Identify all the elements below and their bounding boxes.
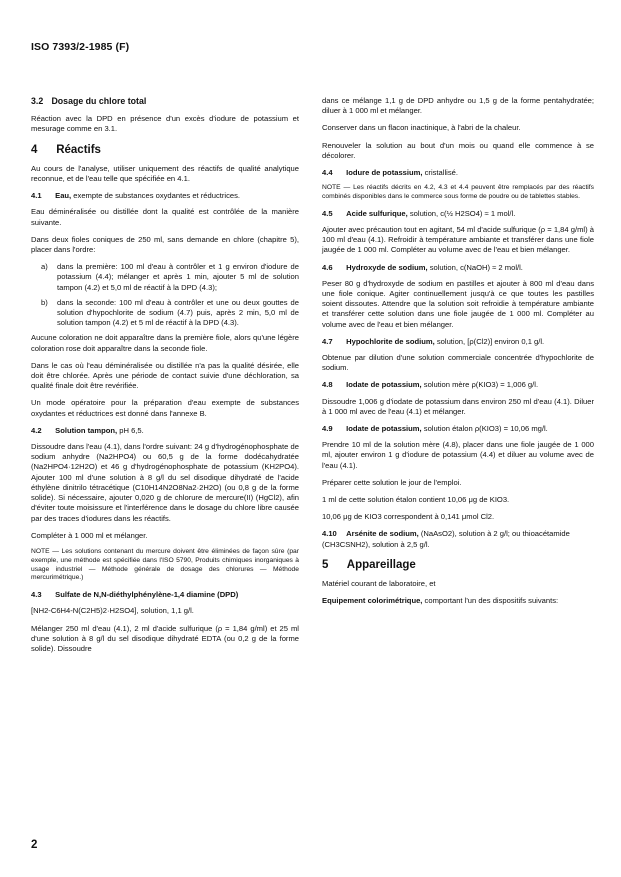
paragraph: 10,06 μg de KIO3 correspondent à 0,141 μmol Cl2. [322, 512, 495, 522]
paragraph-rest: comportant l'un des dispositifs suivants: [424, 596, 559, 606]
subsection-rest: solution étalon ρ(KIO3) = 10,06 mg/l. [423, 424, 548, 434]
paragraph: Mélanger 250 ml d'eau (4.1), 2 ml d'acide sulfurique (ρ = 1,84 g/ml) et 25 ml d'une solution à 8 g/l du sel disodique dihydraté EDTA (ou 0,2 g de la forme solide). Dissoudre [31, 623, 299, 653]
left-column [31, 96, 299, 661]
list-item-label: a) [41, 262, 48, 272]
list-item-label: b) [41, 297, 48, 307]
list-item [41, 298, 299, 329]
paragraph [322, 596, 594, 606]
subsection-number: 4.8 [322, 380, 333, 390]
section-number: 5 [322, 558, 329, 571]
subsection-rest: cristallisé. [424, 168, 458, 178]
page-number: 2 [31, 839, 38, 851]
subsection-rest: exempte de substances oxydantes et réductrices. [73, 191, 241, 201]
paragraph: 1 ml de cette solution étalon contient 10,06 μg de KIO3. [322, 495, 510, 505]
subsection-title: Hydroxyde de sodium, [346, 262, 428, 272]
subsection-number: 4.4 [322, 168, 333, 178]
list-item-text: dans la seconde: 100 ml d'eau à contrôler et une ou deux gouttes de solution d'hypochlorite de sodium (4.7) puis, après 2 min, 5,0 ml de solution tampon (4.2) et 5 ml de réactif à la DPD (4.3). [57, 297, 299, 328]
subsection-4-6-heading [322, 263, 594, 273]
subsection-rest: solution, [ρ(Cl2)] environ 0,1 g/l. [436, 336, 545, 346]
subsection-title: Iodate de potassium, [346, 380, 422, 390]
paragraph: Un mode opératoire pour la préparation d'eau exempte de substances oxydantes et réductrices est donné dans l'annexe B. [31, 398, 299, 418]
subsection-rest: pH 6,5. [119, 425, 144, 435]
subsection-title: Eau, [55, 191, 72, 201]
subsection-title: Solution tampon, [55, 425, 118, 435]
list-item [41, 262, 299, 293]
subsection-number: 4.9 [322, 424, 333, 434]
subsection-rest: (NaAsO2), solution à 2 g/l; ou thioacétamide (CH3CSNH2), solution à 2,5 g/l. [322, 529, 570, 549]
paragraph: Eau déminéralisée ou distillée dont la qualité est contrôlée de la manière suivante. [31, 207, 299, 227]
subsection-number: 4.6 [322, 262, 333, 272]
paragraph: Conserver dans un flacon inactinique, à l'abri de la chaleur. [322, 123, 521, 133]
note: NOTE — Les réactifs décrits en 4.2, 4.3 et 4.4 peuvent être remplacés par des réactifs combinés disponibles dans le commerce sous forme de poudre ou de tablettes stables. [322, 184, 594, 201]
section-title: Dosage du chlore total [51, 96, 147, 106]
subsection-number: 4.2 [31, 425, 42, 435]
paragraph: dans ce mélange 1,1 g de DPD anhydre ou 1,5 g de la forme pentahydratée; diluer à 1 000 ml et mélanger. [322, 96, 594, 116]
list-item-text: dans la première: 100 ml d'eau à contrôler et 1 g environ d'iodure de potassium (4.4); mélanger et après 1 min, ajouter 5 ml de solution tampon (4.2) et 5,0 ml de réactif à la DPD (4.3); [57, 262, 299, 292]
right-column [322, 96, 594, 614]
subsection-number: 4.1 [31, 191, 42, 201]
subsection-4-4-heading [322, 168, 594, 178]
paragraph: Renouveler la solution au bout d'un mois ou quand elle commence à se décolorer. [322, 140, 594, 160]
subsection-4-3-heading [31, 590, 299, 600]
subsection-title: Iodate de potassium, [346, 424, 422, 434]
section-3-2-heading [31, 96, 299, 106]
subsection-4-9-heading [322, 424, 594, 434]
subsection-4-5-heading [322, 209, 594, 219]
section-title: Appareillage [346, 558, 416, 571]
paragraph: Préparer cette solution le jour de l'emploi. [322, 477, 462, 487]
page-header: ISO 7393/2-1985 (F) [31, 41, 130, 53]
subsection-rest: solution, c(NaOH) ≈ 2 mol/l. [429, 262, 523, 272]
section-number: 3.2 [31, 96, 44, 106]
paragraph: Matériel courant de laboratoire, et [322, 579, 436, 589]
subsection-4-1-heading [31, 191, 299, 201]
subsection-title: Sulfate de N,N-diéthylphénylène-1,4 diamine (DPD) [55, 590, 239, 600]
subsection-4-8-heading [322, 380, 594, 390]
subsection-title: Arsénite de sodium, [346, 529, 419, 539]
paragraph: Peser 80 g d'hydroxyde de sodium en pastilles et ajouter à 800 ml d'eau dans une fiole conique. Agiter continuellement jusqu'à ce que toutes les pastilles soient dissoutes. Attendre que la solution soit refroidie à température ambiante et transférer cette solution dans une fiole jaugée de 1 000 ml. Compléter au volume avec de l'eau et bien mélanger. [322, 278, 594, 329]
section-5-heading [322, 560, 594, 570]
subsection-title: Hypochlorite de sodium, [346, 336, 435, 346]
bold-term: Equipement colorimétrique, [322, 596, 423, 606]
subsection-number: 4.10 [322, 529, 337, 539]
note: NOTE — Les solutions contenant du mercure doivent être éliminées de façon sûre (par exemple, une méthode est spécifiée dans l'ISO 5790, Produits chimiques inorganiques à usage industriel — Méthode générale de dosage des chlorures — Méthode mercurimétrique.) [31, 547, 299, 582]
paragraph: Compléter à 1 000 ml et mélanger. [31, 530, 148, 540]
section-3-2-text: Réaction avec la DPD en présence d'un excès d'iodure de potassium et mesurage comme en 3.1. [31, 114, 299, 134]
subsection-number: 4.7 [322, 336, 333, 346]
subsection-title: Iodure de potassium, [346, 168, 423, 178]
paragraph: Dissoudre 1,006 g d'iodate de potassium dans environ 250 ml d'eau (4.1). Diluer à 1 000 ml avec de l'eau (4.1) et mélanger. [322, 396, 594, 416]
subsection-4-2-heading [31, 426, 299, 436]
paragraph: Dissoudre dans l'eau (4.1), dans l'ordre suivant: 24 g d'hydrogénophosphate de sodium anhydre (Na2HPO4) ou 60,5 g de la forme dodécahydratée (Na2HPO4·12H2O) et 46 g d'hydrogénophosphate de potassium (KH2PO4). Ajouter 100 ml d'une solution à 8 g/l du sel disodique dihydraté de l'acide éthylène dinitrilo tétracétique (C10H14N2O8Na2·2H2O) (ou 0,8 g de la forme solide). Si nécessaire, ajouter 0,020 g de chlorure de mercure(II) (HgCl2), afin d'éviter toute moisissure et l'interférence dans le dosage du chlore libre causée par des traces d'iodures dans les réactifs. [31, 442, 299, 523]
paragraph: Obtenue par dilution d'une solution commerciale concentrée d'hypochlorite de sodium. [322, 353, 594, 373]
subsection-number: 4.3 [31, 590, 42, 600]
paragraph: Dans deux fioles coniques de 250 ml, sans demande en chlore (chapitre 5), placer dans l'ordre: [31, 234, 299, 255]
paragraph: Aucune coloration ne doit apparaître dans la première fiole, alors qu'une légère coloration rose doit apparaître dans la seconde fiole. [31, 333, 299, 353]
section-4-heading [31, 145, 299, 155]
paragraph: Dans le cas où l'eau déminéralisée ou distillée n'a pas la qualité désirée, elle doit être chlorée. Après une période de contact suivie d'une déchloration, sa qualité finale doit être revérifiée. [31, 360, 299, 391]
section-number: 4 [31, 143, 38, 156]
paragraph: Ajouter avec précaution tout en agitant, 54 ml d'acide sulfurique (ρ = 1,84 g/ml) à 100 ml d'eau (4.1). Refroidir à température ambiante et transférer dans une fiole jaugée de 1 000 ml. Compléter au volume avec de l'eau et bien mélanger. [322, 225, 594, 255]
subsection-rest: solution, c(½ H2SO4) ≈ 1 mol/l. [409, 208, 516, 218]
section-4-intro: Au cours de l'analyse, utiliser uniquement des réactifs de qualité analytique reconnue, et de l'eau telle que spécifiée en 4.1. [31, 163, 299, 184]
subsection-rest: solution mère ρ(KIO3) = 1,006 g/l. [423, 380, 539, 390]
section-title: Réactifs [56, 143, 101, 156]
subsection-4-7-heading [322, 337, 594, 347]
formula-line: [NH2-C6H4-N(C2H5)2·H2SO4], solution, 1,1 g/l. [31, 606, 194, 616]
paragraph: Prendre 10 ml de la solution mère (4.8), placer dans une fiole jaugée de 1 000 ml, ajouter environ 1 g d'iodure de potassium (4.4) et diluer au volume avec de l'eau (4.1). [322, 440, 594, 470]
subsection-number: 4.5 [322, 208, 333, 218]
subsection-4-10-heading [322, 529, 594, 549]
subsection-title: Acide sulfurique, [346, 208, 408, 218]
